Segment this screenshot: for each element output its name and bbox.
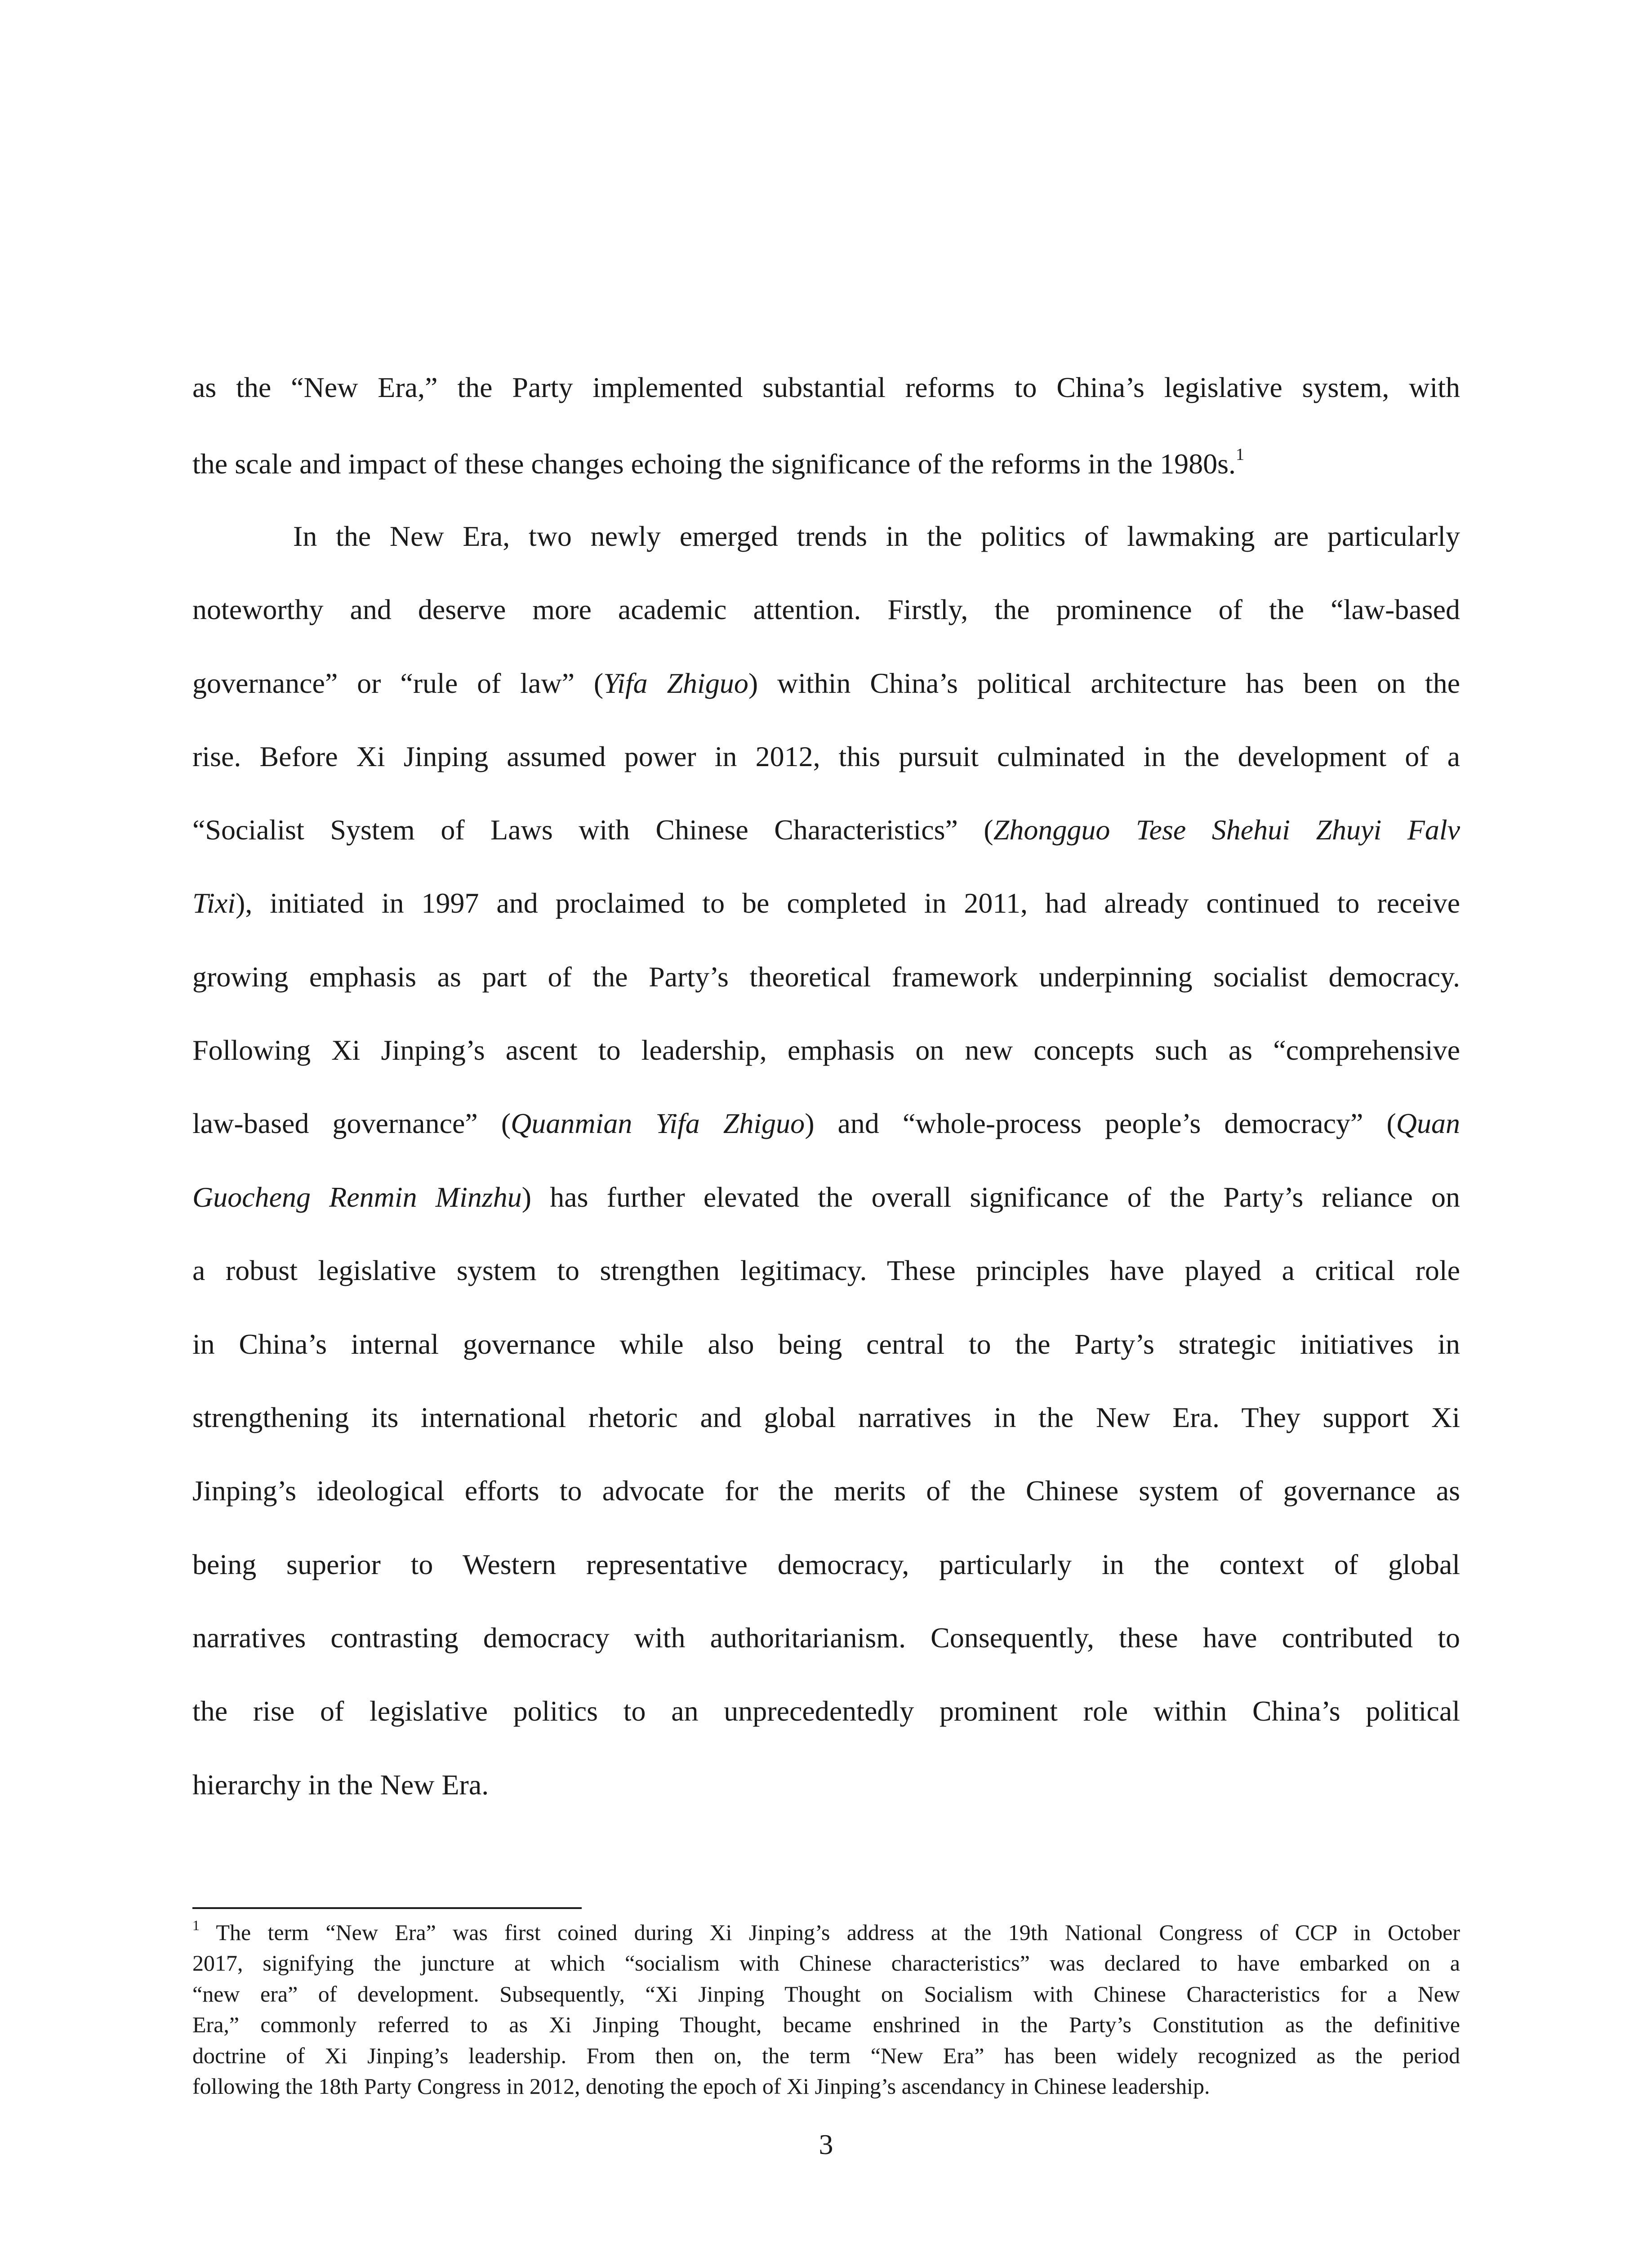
footnote-line-3 [192, 1980, 1460, 2007]
body-text: a robust legislative system to strengthen legitimacy. These principles have played a critical role [192, 1254, 1460, 1286]
footnote-line-4 [192, 2011, 1460, 2038]
body-line-12 [192, 1179, 1460, 1215]
body-text: noteworthy and deserve more academic attention. Firstly, the prominence of the “law-based [192, 593, 1460, 625]
body-line-8 [192, 885, 1460, 921]
footnote-text: Era,” commonly referred to as Xi Jinping Thought, became enshrined in the Party’s Constitution as the definitive [192, 2012, 1460, 2037]
body-line-11 [192, 1106, 1460, 1142]
footnote-line-6 [192, 2073, 1460, 2100]
body-text: Jinping’s ideological efforts to advocate for the merits of the Chinese system of governance as [192, 1475, 1460, 1507]
body-line-5 [192, 665, 1460, 701]
body-line-9 [192, 959, 1460, 995]
body-text: ) and “whole-process people’s democracy” ( [805, 1107, 1396, 1139]
footnote-line-5 [192, 2042, 1460, 2069]
body-text: ), initiated in 1997 and proclaimed to be completed in 2011, had already continued to receive [236, 887, 1460, 919]
body-text: narratives contrasting democracy with authoritarianism. Consequently, these have contributed to [192, 1622, 1460, 1654]
body-text: as the “New Era,” the Party implemented substantial reforms to China’s legislative system, with [192, 371, 1460, 403]
body-line-19 [192, 1693, 1460, 1729]
footnote-text: following the 18th Party Congress in 2012, denoting the epoch of Xi Jinping’s ascendancy in Chinese leadership. [192, 2074, 1210, 2099]
italic-term: Quan [1396, 1107, 1461, 1139]
body-line-3 [293, 518, 1460, 554]
body-text: hierarchy in the New Era. [192, 1769, 489, 1801]
footnote-text: “new era” of development. Subsequently, “Xi Jinping Thought on Socialism with Chinese Characteristics for a New [192, 1981, 1460, 2007]
italic-term: Zhongguo Tese Shehui Zhuyi Falv [993, 814, 1460, 846]
footnote-text: 2017, signifying the juncture at which “socialism with Chinese characteristics” was declared to have embarked on a [192, 1950, 1460, 1976]
body-text: the scale and impact of these changes echoing the significance of the reforms in the 1980s. [192, 448, 1236, 480]
body-line-6 [192, 739, 1460, 775]
body-line-7 [192, 812, 1460, 848]
body-line-20 [192, 1767, 1460, 1803]
body-text: “Socialist System of Laws with Chinese Characteristics” ( [192, 814, 993, 846]
page-number: 3 [819, 2128, 833, 2160]
body-line-17 [192, 1547, 1460, 1583]
footnote-text: The term “New Era” was first coined during Xi Jinping’s address at the 19th National Congress of CCP in October [200, 1920, 1460, 1945]
body-text: being superior to Western representative democracy, particularly in the context of global [192, 1548, 1460, 1580]
body-line-18 [192, 1620, 1460, 1656]
body-text: Following Xi Jinping’s ascent to leadership, emphasis on new concepts such as “comprehensive [192, 1034, 1460, 1066]
body-text: in China’s internal governance while also being central to the Party’s strategic initiatives in [192, 1328, 1460, 1360]
body-text: growing emphasis as part of the Party’s theoretical framework underpinning socialist democracy. [192, 961, 1460, 993]
body-text: strengthening its international rhetoric and global narratives in the New Era. They support Xi [192, 1401, 1460, 1433]
footnote-marker: 1 [192, 1917, 200, 1933]
body-line-4 [192, 592, 1460, 628]
body-line-2 [192, 446, 1460, 482]
italic-term: Yifa Zhiguo [603, 667, 748, 699]
body-line-13 [192, 1253, 1460, 1289]
body-line-10 [192, 1032, 1460, 1068]
body-line-16 [192, 1473, 1460, 1509]
body-line-15 [192, 1400, 1460, 1436]
body-text: governance” or “rule of law” ( [192, 667, 604, 699]
body-line-14 [192, 1326, 1460, 1362]
body-text: law-based governance” ( [192, 1107, 511, 1139]
italic-term: Quanmian Yifa Zhiguo [511, 1107, 805, 1139]
footnote-line-2 [192, 1949, 1460, 1976]
italic-term: Guocheng Renmin Minzhu [192, 1181, 522, 1213]
footnote-text: doctrine of Xi Jinping’s leadership. From then on, the term “New Era” has been widely recognized as the period [192, 2043, 1460, 2068]
body-text: the rise of legislative politics to an unprecedentedly prominent role within China’s political [192, 1695, 1460, 1727]
body-text: rise. Before Xi Jinping assumed power in 2012, this pursuit culminated in the development of a [192, 740, 1460, 772]
body-line-1 [192, 370, 1460, 406]
body-text: In the New Era, two newly emerged trends in the politics of lawmaking are particularly [293, 520, 1460, 552]
footnote-reference[interactable]: 1 [1235, 445, 1244, 464]
footnote-line-1 [192, 1919, 1460, 1946]
body-text: ) has further elevated the overall significance of the Party’s reliance on [521, 1181, 1461, 1213]
body-text: ) within China’s political architecture has been on the [748, 667, 1461, 699]
footnote-separator [192, 1907, 582, 1909]
italic-term: Tixi [192, 887, 236, 919]
